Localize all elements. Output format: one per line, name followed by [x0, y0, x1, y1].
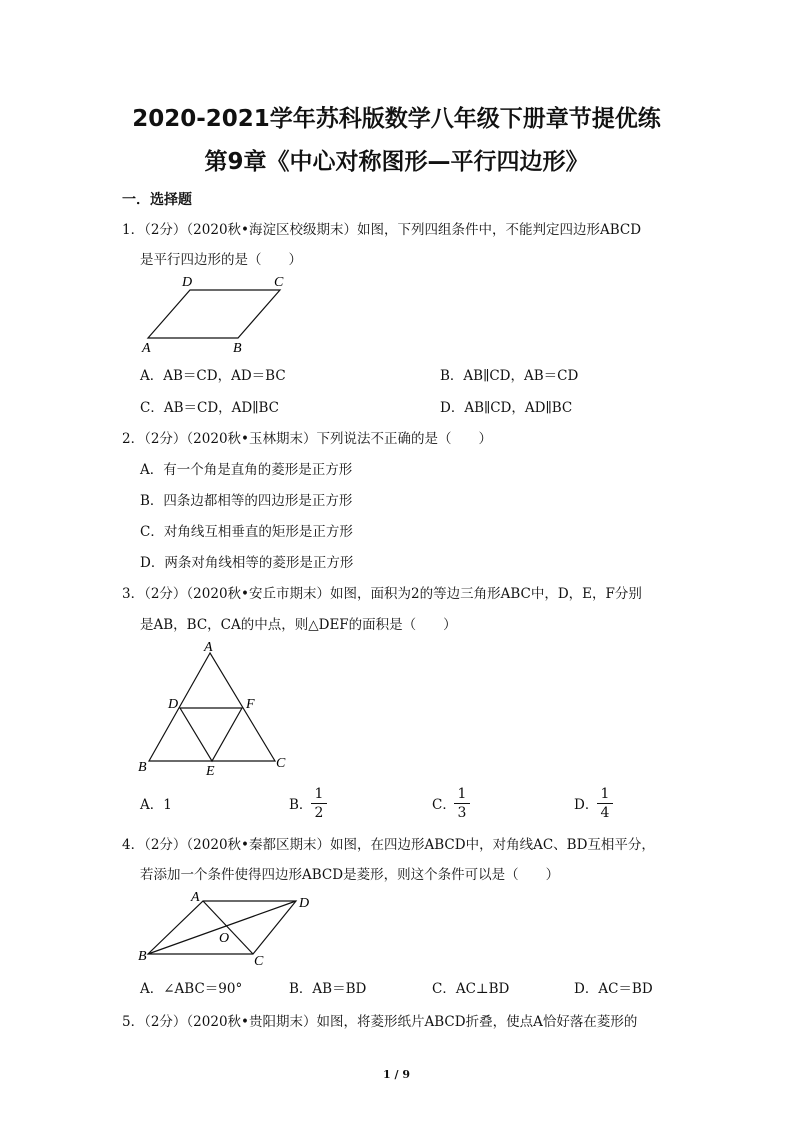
q3-option-c-fraction: [454, 786, 470, 821]
q2-option-a[interactable]: A．有一个角是直角的菱形是正方形: [140, 462, 353, 478]
q4-label-b: B: [138, 949, 147, 964]
q1-option-b[interactable]: B．AB∥CD，AB＝CD: [440, 368, 579, 384]
q4-option-a[interactable]: A．∠ABC＝90°: [140, 981, 243, 997]
q1-label-b: B: [233, 341, 242, 356]
q3-stem-line2: 是AB，BC，CA的中点，则△DEF的面积是（ ）: [140, 617, 457, 633]
q3-option-d-fraction: [597, 786, 613, 821]
q2-option-d[interactable]: D．两条对角线相等的菱形是正方形: [140, 555, 354, 571]
q1-label-d: D: [182, 275, 193, 290]
q4-option-b[interactable]: B．AB＝BD: [289, 981, 367, 997]
q4-stem-line2: 若添加一个条件使得四边形ABCD是菱形，则这个条件可以是（ ）: [140, 867, 560, 883]
q1-parallelogram-figure: [140, 272, 300, 354]
q1-option-d[interactable]: D．AB∥CD，AD∥BC: [440, 400, 573, 416]
q4-label-a: A: [191, 890, 200, 905]
q2-stem-line1: 2．（2分）（2020秋•玉林期末）下列说法不正确的是（ ）: [122, 431, 492, 447]
q3-option-c-label[interactable]: C．: [432, 797, 456, 813]
q5-stem-line1: 5．（2分）（2020秋•贵阳期末）如图，将菱形纸片ABCD折叠，使点A恰好落在菱形的: [122, 1014, 638, 1030]
q3-option-d-label[interactable]: D．: [574, 797, 599, 813]
denominator: 4: [600, 805, 610, 821]
q4-diagonal-ac: [203, 901, 253, 954]
q3-label-e: E: [206, 764, 215, 779]
q3-option-a[interactable]: A．1: [140, 797, 172, 813]
q4-rhombus-figure: [136, 888, 316, 970]
q3-label-c: C: [276, 756, 286, 771]
q3-option-b-label[interactable]: B．: [289, 797, 313, 813]
section-heading: 一．选择题: [122, 192, 192, 208]
q1-option-c[interactable]: C．AB＝CD，AD∥BC: [140, 400, 279, 416]
numerator: 1: [314, 786, 324, 802]
q3-label-f: F: [246, 697, 255, 712]
document-subtitle: 第9章《中心对称图形—平行四边形》: [204, 149, 589, 175]
q4-option-c[interactable]: C．AC⊥BD: [432, 981, 510, 997]
q2-option-b[interactable]: B．四条边都相等的四边形是正方形: [140, 493, 353, 509]
q3-option-b-fraction: [311, 786, 327, 821]
q1-parallelogram: [148, 290, 280, 338]
q1-stem-line2: 是平行四边形的是（ ）: [140, 252, 302, 268]
q1-stem-line1: 1．（2分）（2020秋•海淀区校级期末）如图，下列四组条件中，不能判定四边形ABCD: [122, 222, 642, 238]
denominator: 2: [314, 805, 324, 821]
q3-triangle-figure: [136, 638, 296, 778]
q3-stem-line1: 3．（2分）（2020秋•安丘市期末）如图，面积为2的等边三角形ABC中，D，E，F分别: [122, 586, 642, 602]
q1-label-c: C: [274, 275, 284, 290]
q1-option-a[interactable]: A．AB＝CD，AD＝BC: [140, 368, 286, 384]
q3-label-d: D: [168, 697, 179, 712]
q4-label-d: D: [299, 896, 310, 911]
q4-option-d[interactable]: D．AC＝BD: [574, 981, 653, 997]
q3-label-a: A: [204, 640, 213, 655]
denominator: 3: [457, 805, 467, 821]
document-title: 2020-2021学年苏科版数学八年级下册章节提优练: [132, 106, 661, 132]
numerator: 1: [600, 786, 610, 802]
q3-label-b: B: [138, 760, 147, 775]
q2-option-c[interactable]: C．对角线互相垂直的矩形是正方形: [140, 524, 353, 540]
q4-stem-line1: 4．（2分）（2020秋•秦都区期末）如图，在四边形ABCD中，对角线AC、BD互相平分，: [122, 837, 655, 853]
q3-triangle-def: [180, 708, 242, 761]
q4-label-c: C: [254, 954, 264, 969]
q1-label-a: A: [142, 341, 151, 356]
numerator: 1: [457, 786, 467, 802]
page-number: 1 / 9: [383, 1068, 410, 1081]
q4-label-o: O: [219, 931, 230, 946]
